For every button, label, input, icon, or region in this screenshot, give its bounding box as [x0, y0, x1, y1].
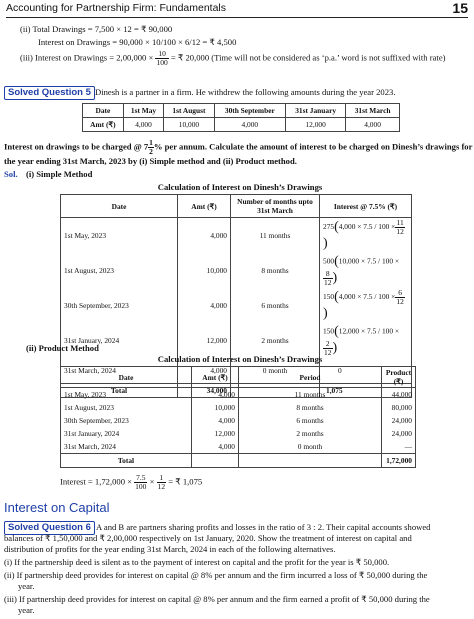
header-rule [6, 17, 468, 18]
drawings-header-row [83, 104, 400, 118]
t3-period: 8 months [239, 401, 382, 414]
t2-interest [320, 323, 412, 358]
q6-option-i: (i) If the partnership deed is silent as to the payment of interest on capital and the profit for the year is ₹ 50,000. [4, 557, 390, 567]
t2-date: 31st March, 2024 [61, 358, 178, 383]
t3-col-product: Product (₹) [382, 367, 416, 388]
t2-date: 1st May, 2023 [61, 218, 178, 254]
t2-fn: 8 [323, 270, 333, 279]
paren-open: ( [334, 219, 339, 235]
sol-label: Sol. [4, 169, 18, 179]
t2-calc: 12,000 × 7.5 / 100 × [338, 326, 400, 336]
simple-method-title [26, 169, 92, 180]
t2-int-value: 275 [323, 222, 335, 232]
t2-int-value: 500 [323, 256, 335, 266]
table-row [61, 218, 412, 254]
para1-pre: Interest on drawings to be charged @ 7 [4, 141, 149, 152]
t2-amt: 4,000 [178, 218, 231, 254]
t2-col-date: Date [61, 195, 178, 218]
formula-frac-1 [134, 474, 147, 491]
t3-product: 80,000 [382, 401, 416, 414]
t3-product: 24,000 [382, 414, 416, 427]
t2-col-amt: Amt (₹) [178, 195, 231, 218]
t3-col-period: Period [239, 367, 382, 388]
t3-caption: Calculation of Interest on Dinesh’s Drawings [157, 354, 323, 364]
t2-interest [320, 218, 412, 254]
t2-amt: 4,000 [178, 288, 231, 323]
table-row [61, 253, 412, 288]
q5-para-2: the year ending 31st March, 2023 by (i) Simple method and (ii) Product method. [4, 156, 297, 166]
table-row [61, 288, 412, 323]
t3-col-date: Date [61, 367, 192, 388]
t3-period: 6 months [239, 414, 382, 427]
rate-num: 1 [149, 138, 153, 147]
t3-total-blank-2 [239, 454, 382, 468]
rate-den: 2 [149, 147, 153, 156]
value-4: 12,000 [286, 118, 346, 132]
t2-fd: 12 [324, 278, 332, 287]
t3-header-row [61, 367, 416, 388]
t2-caption: Calculation of Interest on Dinesh’s Drawings [157, 182, 323, 192]
line3-post: = ₹ 20,000 (Time will not be considered as ‘p.a.’ word is not suffixed with rate) [170, 52, 446, 63]
f1-den: 100 [135, 482, 147, 491]
t3-total-product: 1,72,000 [382, 454, 416, 468]
t2-fn: 11 [396, 218, 404, 227]
header-title: Accounting for Partnership Firm: Fundamentals [6, 2, 227, 14]
q6-option-ii-cont: year. [18, 581, 35, 591]
value-1: 4,000 [123, 118, 164, 132]
t3-amt: 10,000 [192, 401, 239, 414]
interest-on-capital-heading: Interest on Capital [4, 500, 110, 515]
t2-fd: 12 [324, 348, 332, 357]
drawings-table [82, 103, 400, 132]
col-4: 31st January [286, 104, 346, 118]
q6-option-iii-cont: year. [18, 605, 35, 615]
col-date: Date [83, 104, 124, 118]
col-2: 1st August [164, 104, 214, 118]
formula-frac-2 [157, 474, 167, 491]
formula-pre: Interest = 1,72,000 × [60, 476, 132, 487]
t2-header-row [61, 195, 412, 218]
q6-option-iii: (iii) If partnership deed provides for interest on capital @ 8% per annum and the firm earned a profit of ₹ 50,000 during the [4, 594, 430, 604]
table-row [61, 388, 416, 402]
formula-mid: × [149, 476, 155, 487]
t2-date: 30th September, 2023 [61, 288, 178, 323]
formula-post: = ₹ 1,075 [168, 476, 203, 487]
table-row [61, 401, 416, 414]
drawings-value-row [83, 118, 400, 132]
product-method-title [26, 343, 99, 354]
solved-question-5-badge: Solved Question 5 [4, 86, 95, 100]
t2-interest [320, 253, 412, 288]
simple-title-text: (i) Simple Method [26, 169, 93, 179]
t2-amt: 12,000 [178, 323, 231, 358]
t2-col-interest: Interest @ 7.5% (₹) [320, 195, 412, 218]
t2-months: 2 months [231, 323, 320, 358]
t2-fd: 12 [396, 297, 404, 306]
paren-close: ) [332, 270, 338, 286]
fraction [155, 50, 168, 67]
f2-num: 1 [157, 474, 167, 483]
value-2: 10,000 [164, 118, 214, 132]
t2-months: 6 months [231, 288, 320, 323]
t3-amt: 4,000 [192, 388, 239, 402]
line3-pre: (iii) Interest on Drawings = 2,00,000 × [20, 52, 154, 63]
t2-fn: 6 [395, 289, 405, 298]
page-number: 15 [452, 0, 468, 16]
interest-line: Interest on Drawings = 90,000 × 10/100 × 6/12 = ₹ 4,500 [38, 37, 237, 47]
t3-amt: 4,000 [192, 414, 239, 427]
t3-period: 2 months [239, 427, 382, 440]
t3-product: — [382, 440, 416, 454]
t2-fd: 12 [396, 227, 404, 236]
t3-period: 11 months [239, 388, 382, 402]
t2-date: 31st January, 2024 [61, 323, 178, 358]
t3-total-blank-1 [192, 454, 239, 468]
col-1: 1st May [123, 104, 164, 118]
t3-date: 1st May, 2023 [61, 388, 192, 402]
q6-option-ii: (ii) If partnership deed provides for interest on capital @ 8% per annum and the firm incurred a loss of ₹ 50,000 during the [4, 570, 428, 580]
t3-product: 44,000 [382, 388, 416, 402]
t3-date: 31st March, 2024 [61, 440, 192, 454]
paren-open: ( [334, 254, 339, 269]
t2-amt: 4,000 [178, 358, 231, 383]
q6-line-1: A and B are partners sharing profits and losses in the ratio of 3 : 2. Their capital accounts showed [96, 522, 431, 532]
t2-int-value: 0 [338, 365, 342, 375]
f1-num: 7.5 [136, 473, 146, 482]
paren-close: ) [323, 306, 328, 321]
t2-interest [320, 288, 412, 323]
table-row [61, 323, 412, 358]
t2-total-label: Total [61, 383, 178, 397]
solved-question-6-badge: Solved Question 6 [4, 521, 95, 535]
t2-frac [395, 219, 405, 236]
value-3: 4,000 [214, 118, 285, 132]
table-row [61, 440, 416, 454]
t2-int-value: 150 [323, 326, 335, 336]
q5-text: Dinesh is a partner in a firm. He withdrew the following amounts during the year 2023. [95, 87, 396, 97]
t2-fn: 2 [323, 340, 333, 349]
t2-months: 8 months [231, 253, 320, 288]
t2-frac [395, 289, 405, 306]
t2-date: 1st August, 2023 [61, 253, 178, 288]
para1-post: % per annum. Calculate the amount of interest to be charged on Dinesh’s drawings for [153, 141, 473, 152]
t2-amt: 10,000 [178, 253, 231, 288]
t3-date: 1st August, 2023 [61, 401, 192, 414]
t2-months: 11 months [231, 218, 320, 254]
paren-open: ( [334, 324, 339, 339]
product-title-text: (ii) Product Method [26, 343, 99, 353]
table-row [61, 427, 416, 440]
t2-total-int: 1,075 [320, 383, 412, 397]
product-method-table [60, 366, 416, 468]
q6-line-3: distribution of profits for the year ending 31st March, 2024 in each of the following alternatives. [4, 544, 336, 554]
interest-formula [60, 474, 202, 491]
t2-months: 0 month [231, 358, 320, 383]
t3-product: 24,000 [382, 427, 416, 440]
t3-col-amt: Amt (₹) [192, 367, 239, 388]
t2-calc: 10,000 × 7.5 / 100 × [338, 256, 400, 266]
t3-date: 30th September, 2023 [61, 414, 192, 427]
paren-close: ) [323, 236, 328, 251]
t2-calc: 4,000 × 7.5 / 100 × [338, 292, 396, 302]
total-drawings-line: (ii) Total Drawings = 7,500 × 12 = ₹ 90,000 [20, 24, 173, 34]
numerator: 10 [155, 50, 168, 59]
t3-total-row [61, 454, 416, 468]
col-3: 30th September [214, 104, 285, 118]
page-header [6, 2, 468, 18]
t3-amt: 12,000 [192, 427, 239, 440]
denominator: 100 [156, 58, 168, 67]
row-label: Amt (₹) [83, 118, 124, 132]
f2-den: 12 [157, 482, 166, 491]
t2-frac [323, 270, 333, 287]
t2-int-value: 150 [323, 292, 335, 302]
value-5: 4,000 [346, 118, 400, 132]
interest-iii-line [20, 50, 446, 67]
t2-col-months: Number of months upto 31st March [231, 195, 320, 218]
paren-open: ( [334, 289, 339, 305]
col-5: 31st March [346, 104, 400, 118]
paren-close: ) [332, 340, 338, 356]
q5-para-1 [4, 139, 472, 156]
t3-date: 31st January, 2024 [61, 427, 192, 440]
t2-total-amt: 34,000 [178, 383, 231, 397]
t3-period: 0 month [239, 440, 382, 454]
t2-calc: 4,000 × 7.5 / 100 × [338, 222, 396, 232]
table-row [61, 414, 416, 427]
q6-line-2: balances of ₹ 1,50,000 and ₹ 2,00,000 respectively on 1st January, 2020. Show the treatment of interest on capital and [4, 533, 412, 543]
t3-amt: 4,000 [192, 440, 239, 454]
t3-total-label: Total [61, 454, 192, 468]
